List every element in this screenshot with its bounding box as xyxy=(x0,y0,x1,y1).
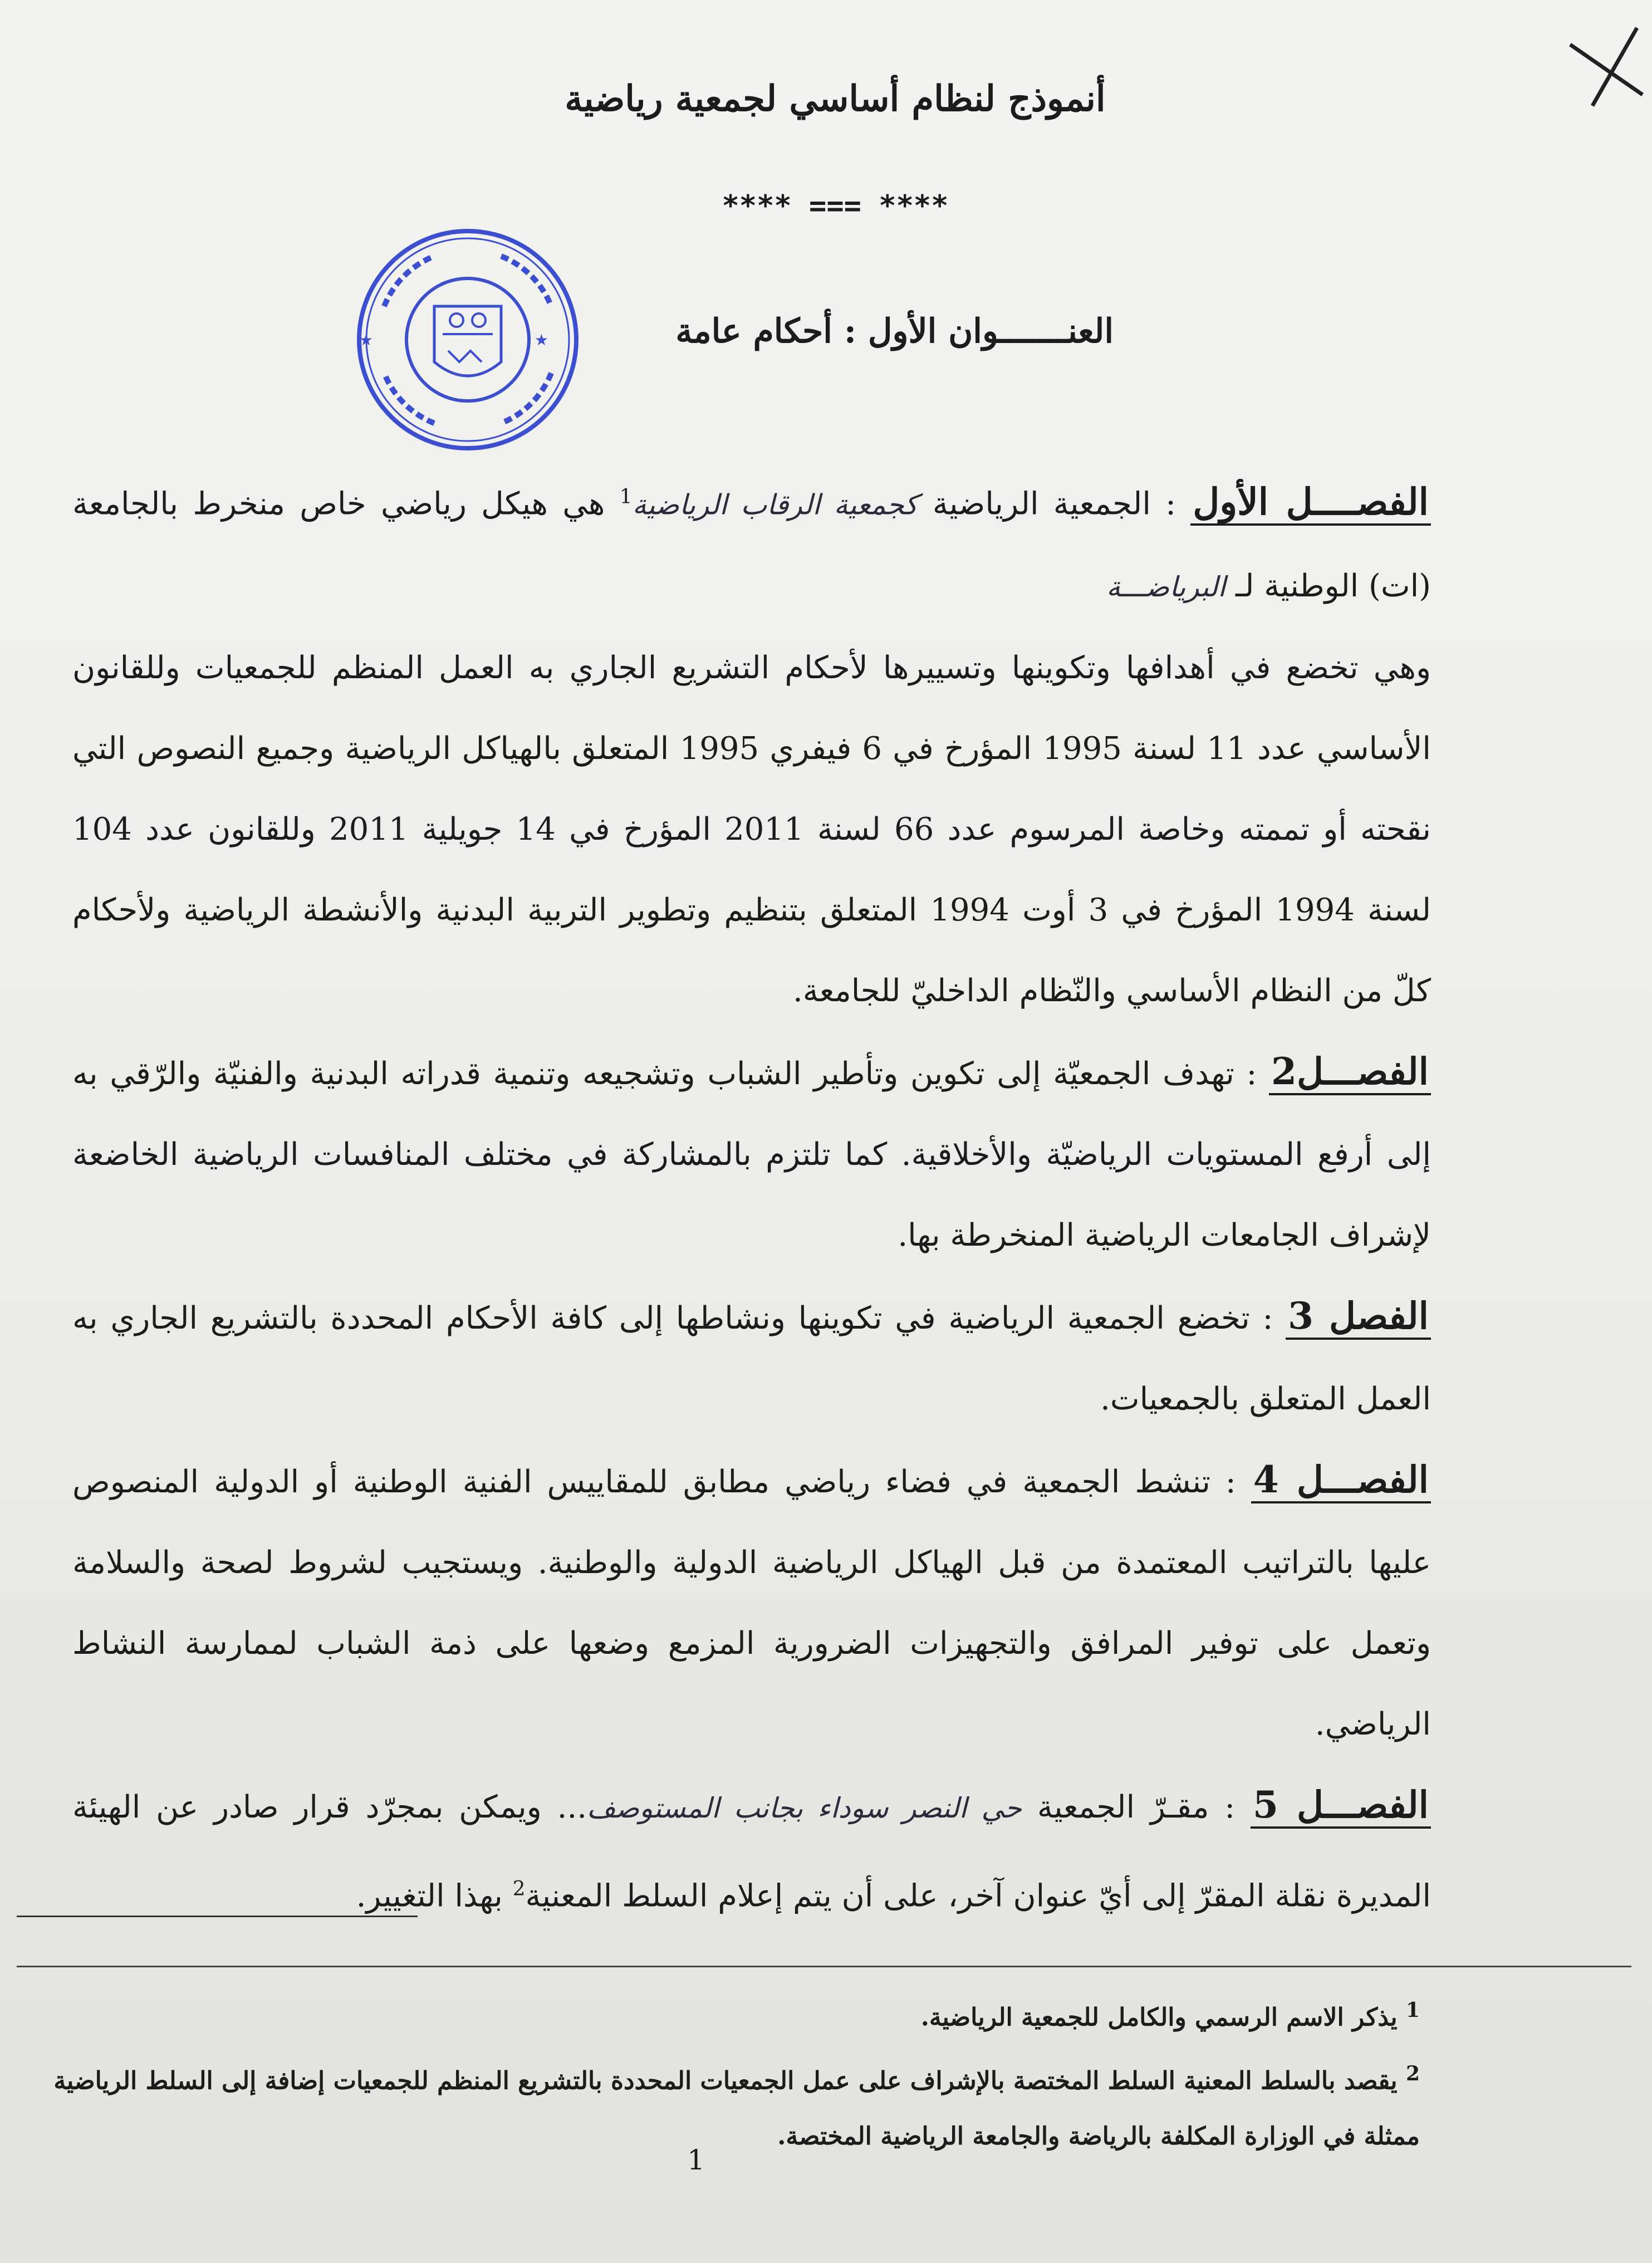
footnote-ref: 2 xyxy=(512,1877,526,1900)
article-label: الفصل 3 xyxy=(1286,1294,1431,1340)
article-text: : تنشط الجمعية في فضاء رياضي مطابق للمقاييس الفنية الوطنية أو الدولية المنصوص عليها بالتراتيب المعتمدة من قبل الهياكل الرياضية الدولية والوطنية. ويستجيب لشروط لصحة والسلامة وتعمل على توفير المرافق والتجهيزات الضرورية المزمع وضعها على ذمة الشباب لممارسة النشاط الرياضي. xyxy=(72,1463,1432,1742)
handwritten-entry: حي النصر سوداء بجانب المستوصف xyxy=(587,1791,1022,1824)
svg-text:★: ★ xyxy=(359,331,373,349)
document-body xyxy=(72,457,1431,1936)
article-label: الفصـــل 5 xyxy=(1251,1783,1431,1829)
article-4 xyxy=(72,1439,1431,1765)
footnote-text: يقصد بالسلط المعنية السلط المختصة بالإشراف على عمل الجمعيات المحددة بالتشريع المنظم للجمعيات إضافة إلى السلط الرياضية ممثلة في الوزارة المكلفة بالرياضة والجامعة الرياضية المختصة. xyxy=(53,2066,1420,2151)
article-text: هي هيكل رياضي خاص منخرط بالجامعة (ات) الوطنية لـ xyxy=(72,486,1431,604)
article-text: : مقـرّ الجمعية xyxy=(1022,1789,1251,1825)
article-text: : تخضع الجمعية الرياضية في تكوينها ونشاطها إلى كافة الأحكام المحددة بالتشريع الجاري به العمل المتعلق بالجمعيات. xyxy=(72,1300,1431,1417)
document-title: أنموذج لنظام أساسي لجمعية رياضية xyxy=(565,78,1106,120)
page-number: 1 xyxy=(687,2144,705,2176)
handwritten-entry: كجمعية الرقاب الرياضية xyxy=(632,488,918,521)
handwritten-entry: البرياضـــة xyxy=(1106,570,1226,603)
footnote-1 xyxy=(17,1982,1420,2046)
footnotes xyxy=(17,1982,1420,2164)
article-label: الفصـــل 4 xyxy=(1251,1458,1431,1503)
article-2 xyxy=(72,1031,1431,1276)
footnote-text: يذكر الاسم الرسمي والكامل للجمعية الرياضية. xyxy=(920,2003,1406,2032)
article-text: : الجمعية الرياضية xyxy=(918,486,1191,522)
footnote-2 xyxy=(17,2046,1420,2165)
svg-text:★: ★ xyxy=(534,331,548,349)
article-text: : تهدف الجمعيّة إلى تكوين وتأطير الشباب وتشجيعه وتنمية قدراته البدنية والفنيّة والرّقي به إلى أرفع المستويات الرياضيّة والأخلاقية. كما تلتزم بالمشاركة في مختلف المنافسات الرياضية الخاضعة لإشراف الجامعات الرياضية المنخرطة بها. xyxy=(72,1055,1431,1253)
article-3 xyxy=(72,1276,1431,1439)
article-label: الفصــــل الأول xyxy=(1190,480,1431,526)
footnote-ref: 1 xyxy=(619,486,633,508)
article-text: ... ويمكن بمجرّد قرار صادر عن الهيئة المديرة نقلة المقرّ إلى أيّ عنوان آخر، على أن يتم إعلام السلط المعنية xyxy=(72,1789,1431,1914)
article-1 xyxy=(72,457,1431,628)
article-label: الفصـــل2 xyxy=(1269,1050,1431,1095)
title-separator: **** === **** xyxy=(722,189,949,223)
footnote-divider xyxy=(17,1916,418,1917)
article-text: بهذا التغيير. xyxy=(356,1878,513,1914)
article-5 xyxy=(72,1765,1431,1937)
handwritten-cross-mark xyxy=(1559,22,1648,111)
section-heading: العنـــــــوان الأول : أحكام عامة xyxy=(675,312,1114,351)
article-1-paragraph-2: وهي تخضع في أهدافها وتكوينها وتسييرها لأحكام التشريع الجاري به العمل المنظم للجمعيات وللقانون الأساسي عدد 11 لسنة 1995 المؤرخ في 6 فيفري 1995 المتعلق بالهياكل الرياضية وجميع النصوص التي نقحته أو تممته وخاصة المرسوم عدد 66 لسنة 2011 المؤرخ في 14 جويلية 2011 وللقانون عدد 104 لسنة 1994 المؤرخ في 3 أوت 1994 المتعلق بتنظيم وتطوير التربية البدنية والأنشطة الرياضية ولأحكام كلّ من النظام الأساسي والنّظام الداخليّ للجامعة. xyxy=(72,649,1432,1009)
footnote-divider-full xyxy=(17,1966,1631,1967)
footnote-number: 1 xyxy=(1405,1999,1420,2022)
footnote-number: 2 xyxy=(1405,2061,1420,2085)
